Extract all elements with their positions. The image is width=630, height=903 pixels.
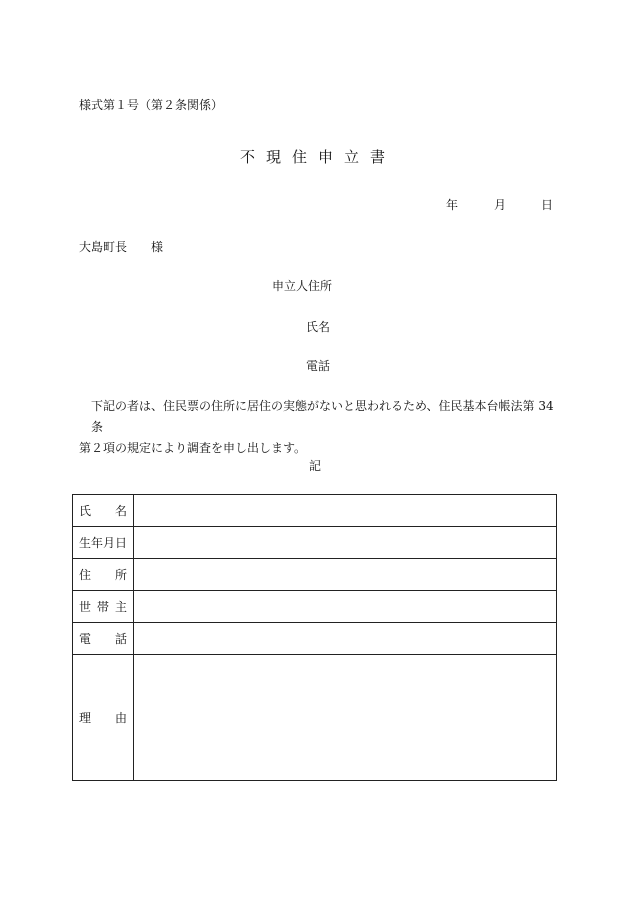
subject-info-table (72, 494, 557, 781)
applicant-address-label: 申立人住所 (272, 279, 333, 293)
date-year-label: 年 (446, 198, 459, 212)
row-label-birthdate (73, 527, 134, 559)
form-number: 様式第１号（第２条関係） (79, 98, 224, 112)
date-month-label: 月 (494, 198, 507, 212)
label-char: 電 (79, 632, 92, 646)
label-char: 理 (79, 711, 92, 725)
statement-text (79, 396, 559, 459)
applicant-name-label: 氏名 (306, 320, 331, 334)
phone-field[interactable] (134, 623, 557, 655)
label-char: 所 (115, 568, 128, 582)
row-label-name (73, 495, 134, 527)
address-field[interactable] (134, 559, 557, 591)
reason-field[interactable] (134, 655, 557, 781)
table-row-householder (73, 591, 557, 623)
label-char: 名 (115, 504, 128, 518)
label-char: 由 (115, 711, 128, 725)
label-char: 生 (79, 536, 92, 550)
date-day-label: 日 (541, 198, 554, 212)
ki-heading: 記 (308, 459, 321, 473)
document-title: 不現住申立書 (239, 148, 396, 166)
statement-line-1: 下記の者は、住民票の住所に居住の実態がないと思われるため、住民基本台帳法第 34 条 (91, 399, 554, 434)
applicant-phone-label: 電話 (306, 359, 331, 373)
table-row-name (73, 495, 557, 527)
table-row-birthdate (73, 527, 557, 559)
label-char: 世 (79, 600, 92, 614)
label-char: 話 (115, 632, 128, 646)
addressee: 大島町長 様 (79, 240, 164, 254)
label-char: 帯 (97, 600, 110, 614)
householder-field[interactable] (134, 591, 557, 623)
row-label-phone (73, 623, 134, 655)
label-char: 月 (103, 536, 116, 550)
name-field[interactable] (134, 495, 557, 527)
row-label-householder (73, 591, 134, 623)
label-char: 年 (91, 536, 104, 550)
statement-line-2: 第２項の規定により調査を申し出します。 (79, 441, 307, 455)
row-label-reason (73, 655, 134, 781)
row-label-address (73, 559, 134, 591)
table-row-phone (73, 623, 557, 655)
birthdate-field[interactable] (134, 527, 557, 559)
label-char: 氏 (79, 504, 92, 518)
table-row-reason (73, 655, 557, 781)
label-char: 住 (79, 568, 92, 582)
table-row-address (73, 559, 557, 591)
label-char: 主 (115, 600, 128, 614)
label-char: 日 (115, 536, 128, 550)
